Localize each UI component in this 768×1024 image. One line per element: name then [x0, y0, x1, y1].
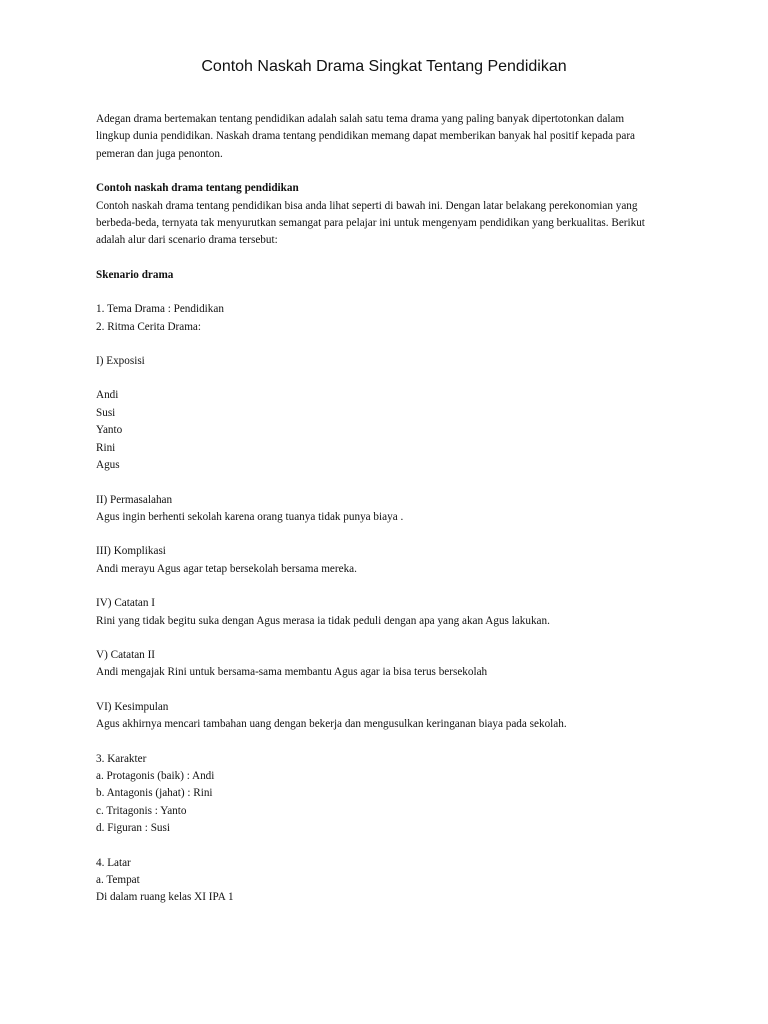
character-name: Andi: [96, 389, 119, 402]
section-heading: Contoh naskah drama tentang pendidikan: [96, 182, 299, 195]
list-item: 2. Ritma Cerita Drama:: [96, 320, 202, 333]
character-name: Yanto: [96, 424, 123, 437]
latar-heading: 4. Latar: [96, 856, 131, 869]
karakter-heading: 3. Karakter: [96, 752, 147, 765]
latar-tempat: a. Tempat: [96, 874, 140, 886]
catatan2-heading: V) Catatan II: [96, 648, 156, 661]
catatan1-text: Rini yang tidak begitu suka dengan Agus merasa ia tidak peduli dengan apa yang akan Agus lakukan.: [96, 614, 550, 627]
character-name: Agus: [96, 459, 120, 472]
character-name: Rini: [96, 441, 116, 454]
karakter-item: b. Antagonis (jahat) : Rini: [96, 787, 213, 800]
document-body: [96, 111, 716, 907]
intro-line: lingkup dunia pendidikan. Naskah drama tentang pendidikan memang dapat memberikan banyak hal positif kepada para: [96, 130, 636, 143]
section-line: adalah alur dari scenario drama tersebut:: [96, 234, 278, 247]
skenario-heading: Skenario drama: [96, 268, 174, 281]
catatan1-heading: IV) Catatan I: [96, 597, 156, 610]
kesimpulan-heading: VI) Kesimpulan: [96, 700, 169, 713]
intro-line: pemeran dan juga penonton.: [96, 147, 223, 160]
kesimpulan-text: Agus akhirnya mencari tambahan uang dengan bekerja dan mengusulkan keringanan biaya pada sekolah.: [96, 718, 567, 731]
character-name: Susi: [96, 406, 116, 419]
karakter-item: c. Tritagonis : Yanto: [96, 804, 187, 817]
komplikasi-heading: III) Komplikasi: [96, 545, 166, 558]
eksposisi-heading: I) Exposisi: [96, 355, 145, 368]
karakter-item: a. Protagonis (baik) : Andi: [96, 769, 215, 782]
latar-tempat-value: Di dalam ruang kelas XI IPA 1: [96, 891, 234, 904]
catatan2-text: Andi mengajak Rini untuk bersama-sama membantu Agus agar ia bisa terus bersekolah: [96, 666, 488, 679]
permasalahan-heading: II) Permasalahan: [96, 493, 173, 506]
komplikasi-text: Andi merayu Agus agar tetap bersekolah bersama mereka.: [96, 562, 357, 575]
intro-line: Adegan drama bertemakan tentang pendidikan adalah salah satu tema drama yang paling banyak dipertotonkan dalam: [96, 113, 625, 125]
document-title: Contoh Naskah Drama Singkat Tentang Pendidikan: [201, 58, 567, 75]
section-line: Contoh naskah drama tentang pendidikan bisa anda lihat seperti di bawah ini. Dengan latar belakang perekonomian yang: [96, 199, 638, 212]
list-item: 1. Tema Drama : Pendidikan: [96, 303, 224, 316]
karakter-item: d. Figuran : Susi: [96, 822, 170, 835]
permasalahan-text: Agus ingin berhenti sekolah karena orang tuanya tidak punya biaya .: [96, 510, 404, 523]
section-line: berbeda-beda, ternyata tak menyurutkan semangat para pelajar ini untuk mengenyam pendidikan yang berkualitas. Berikut: [96, 217, 645, 230]
